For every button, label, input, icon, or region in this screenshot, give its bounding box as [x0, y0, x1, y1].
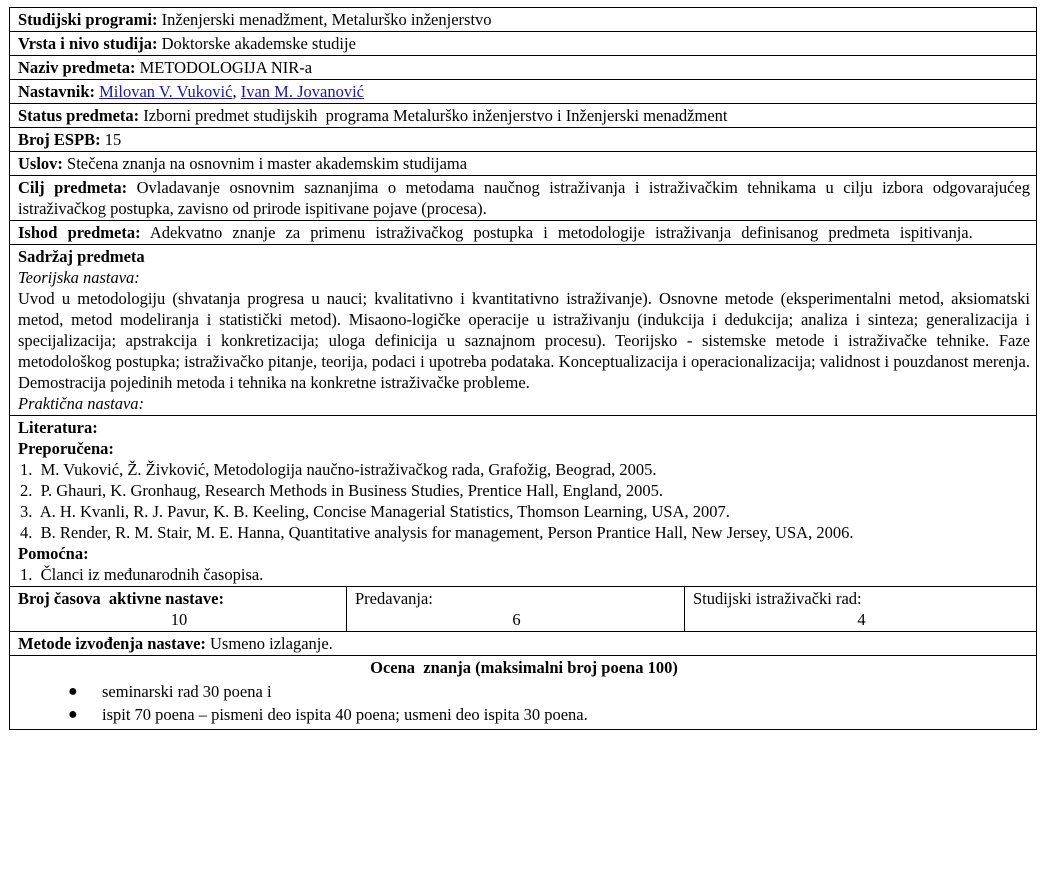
- status-row: [9, 103, 1037, 127]
- research-value: 4: [857, 610, 866, 629]
- literature-row: [9, 415, 1037, 586]
- hours-label: Broj časova aktivne nastave:: [18, 589, 224, 608]
- teacher-link-2[interactable]: Ivan M. Jovanović: [240, 82, 364, 101]
- list-item: [18, 703, 1030, 726]
- practice-label: Praktična nastava:: [18, 394, 145, 413]
- goal-row: [9, 175, 1037, 220]
- study-type-row: [9, 31, 1037, 55]
- theory-text: Uvod u metodologiju (shvatanja progresa u nauci; kvalitativno i kvantitativno istraživanje). Osnovne metode (eksperimentalni metod, aksiomatski metod, metod modeliranja i statistički metod). Misaono-logičke operacije u istraživanju (indukcija i dedukcija; analiza i sinteza; generalizacija i specijalizacija; apstrakcija i konkretizacija; uloga definicija u saznajnom procesu). Teorijsko - sistemske metode i istraživačke tehnike. Faze metodološkog postupka; istraživačko pitanje, teorija, podaci i upotreba podataka. Konceptualizacija i operacionalizacija; validnost i pouzdanost merenja. Demostracija pojedinih metoda i tehnika na konkretne istraživačke probleme.: [18, 289, 1030, 392]
- list-item: 1. Članci iz međunarodnih časopisa.: [20, 565, 264, 584]
- content-row: [9, 244, 1037, 415]
- research-cell: [685, 587, 1036, 631]
- lectures-value: 6: [512, 610, 521, 629]
- methods-row: [9, 631, 1037, 655]
- research-label: Studijski istraživački rad:: [693, 589, 862, 608]
- outcome-value: Adekvatno znanje za primenu istraživačkog postupka i metodologije istraživanja definisanog predmeta ispitivanja.: [149, 223, 973, 242]
- grading-item-text: seminarski rad 30 poena i: [102, 682, 272, 701]
- course-name-label: Naziv predmeta:: [18, 58, 136, 77]
- hours-total-cell: [10, 587, 347, 631]
- methods-value: Usmeno izlaganje.: [210, 634, 333, 653]
- course-name-row: [9, 55, 1037, 79]
- teacher-link-1[interactable]: Milovan V. Vuković: [99, 82, 233, 101]
- condition-label: Uslov:: [18, 154, 63, 173]
- literature-label: Literatura:: [18, 418, 98, 437]
- bullet-icon: ●: [68, 683, 78, 700]
- condition-value: Stečena znanja na osnovnim i master akademskim studijama: [67, 154, 468, 173]
- status-label: Status predmeta:: [18, 106, 140, 125]
- grading-row: [9, 655, 1037, 730]
- lectures-cell: [347, 587, 685, 631]
- teacher-row: [9, 79, 1037, 103]
- course-specification-table: [9, 7, 1037, 730]
- programs-row: [9, 7, 1037, 31]
- hours-total-value: 10: [170, 610, 188, 629]
- espb-label: Broj ESPB:: [18, 130, 101, 149]
- grading-title: Ocena znanja (maksimalni broj poena 100): [370, 658, 678, 677]
- condition-row: [9, 151, 1037, 175]
- teacher-separator: ,: [232, 82, 241, 101]
- list-item: 4. B. Render, R. M. Stair, M. E. Hanna, Quantitative analysis for management, Person Prantice Hall, New Jersey, USA, 2006.: [20, 523, 854, 542]
- auxiliary-label: Pomoćna:: [18, 544, 89, 563]
- outcome-label: Ishod predmeta:: [18, 223, 141, 242]
- espb-row: [9, 127, 1037, 151]
- programs-label: Studijski programi:: [18, 10, 158, 29]
- lectures-label: Predavanja:: [355, 589, 433, 608]
- bullet-icon: ●: [68, 706, 78, 723]
- study-type-value: Doktorske akademske studije: [161, 34, 356, 53]
- course-name-value: METODOLOGIJA NIR-a: [139, 58, 313, 77]
- recommended-label: Preporučena:: [18, 439, 114, 458]
- grading-item-text: ispit 70 poena – pismeni deo ispita 40 poena; usmeni deo ispita 30 poena.: [102, 705, 588, 724]
- list-item: 1. M. Vuković, Ž. Živković, Metodologija naučno-istraživačkog rada, Grafožig, Beograd, 2005.: [20, 460, 657, 479]
- hours-row: [9, 586, 1037, 631]
- list-item: 2. P. Ghauri, K. Gronhaug, Research Methods in Business Studies, Prentice Hall, England, 2005.: [20, 481, 663, 500]
- study-type-label: Vrsta i nivo studija:: [18, 34, 158, 53]
- teacher-label: Nastavnik:: [18, 82, 96, 101]
- status-value: Izborni predmet studijskih programa Metalurško inženjerstvo i Inženjerski menadžment: [143, 106, 728, 125]
- list-item: [18, 680, 1030, 703]
- theory-label: Teorijska nastava:: [18, 268, 140, 287]
- goal-label: Cilj predmeta:: [18, 178, 128, 197]
- content-label: Sadržaj predmeta: [18, 247, 145, 266]
- grading-list: [18, 680, 1030, 726]
- list-item: 3. A. H. Kvanli, R. J. Pavur, K. B. Keeling, Concise Managerial Statistics, Thomson Learning, USA, 2007.: [20, 502, 730, 521]
- methods-label: Metode izvođenja nastave:: [18, 634, 206, 653]
- goal-value: Ovladavanje osnovnim saznanjima o metodama naučnog istraživanja i istraživačkim tehnikama u cilju izbora odgovarajućeg istraživačkog postupka, zavisno od prirode ispitivane pojave (procesa).: [18, 178, 1031, 218]
- outcome-row: [9, 220, 1037, 244]
- programs-value: Inženjerski menadžment, Metalurško inženjerstvo: [161, 10, 492, 29]
- espb-value: 15: [104, 130, 122, 149]
